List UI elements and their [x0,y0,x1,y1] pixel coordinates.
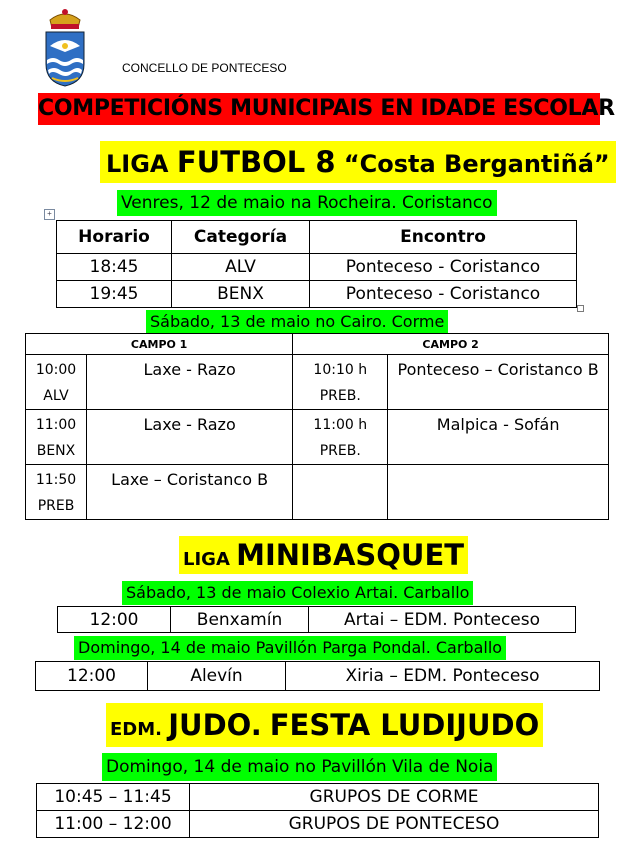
futbol-title [100,141,616,183]
cell-group: GRUPOS DE PONTECESO [190,811,599,838]
header-encontro: Encontro [310,221,577,254]
header-categoria: Categoría [172,221,310,254]
futbol-table-2 [25,333,609,520]
cell-match [388,465,609,520]
header-horario: Horario [57,221,172,254]
cell-group: GRUPOS DE CORME [190,784,599,811]
table-row [26,355,609,410]
page-title-banner: COMPETICIÓNS MUNICIPAIS EN IDADE ESCOLAR [38,93,600,125]
futbol-title-prefix: LIGA [106,150,177,178]
table-row [26,410,609,465]
cell-category: ALV [172,254,310,281]
cell-time: 11:00 – 12:00 [37,811,190,838]
cell-time-category [26,465,87,520]
cell-category: Benxamín [171,607,309,633]
table-row [37,811,599,838]
category: ALV [43,388,69,404]
table-row [57,254,577,281]
minibasquet-title [179,536,468,574]
table-row [57,281,577,308]
cell-time: 12:00 [58,607,171,633]
cell-match: Malpica - Sofán [388,410,609,465]
cell-time-category [293,465,388,520]
futbol-date-2: Sábado, 13 de maio no Cairo. Corme [146,310,448,334]
cell-match: Laxe - Razo [87,410,293,465]
category: PREB [37,498,75,514]
judo-title-dot: . [250,708,262,742]
category: PREB. [319,443,361,459]
futbol-table-1 [56,220,577,308]
cell-match: Ponteceso - Coristanco [310,281,577,308]
cell-time: 12:00 [36,662,148,691]
futbol-date-1: Venres, 12 de maio na Rocheira. Coristanco [117,190,497,216]
cell-match: Laxe - Razo [87,355,293,410]
minibasquet-title-main: MINIBASQUET [236,538,465,572]
council-name: CONCELLO DE PONTECESO [122,61,287,75]
time: 11:50 [35,472,77,488]
minibasquet-table-1 [57,606,576,633]
header-campo-1: CAMPO 1 [26,334,293,355]
cell-time-category [293,355,388,410]
table-row [58,607,576,633]
table-row [37,784,599,811]
header-campo-2: CAMPO 2 [293,334,609,355]
judo-title-main: JUDO [168,708,251,742]
table-row [26,465,609,520]
minibasquet-date-2: Domingo, 14 de maio Pavillón Parga Pondal. Carballo [74,636,506,660]
time: 10:10 h [313,362,368,378]
time: 11:00 h [313,417,368,433]
table-move-handle-icon[interactable]: + [44,209,55,220]
judo-date: Domingo, 14 de maio no Pavillón Vila de Noia [102,753,497,781]
judo-title [106,703,543,747]
cell-match: Ponteceso – Coristanco B [388,355,609,410]
futbol-title-main: FUTBOL 8 [176,145,336,179]
cell-match: Xiria – EDM. Ponteceso [286,662,600,691]
cell-category: Alevín [148,662,286,691]
cell-time-category [26,410,87,465]
minibasquet-table-2 [35,661,600,691]
table-row [36,662,600,691]
cell-match: Artai – EDM. Ponteceso [309,607,576,633]
judo-title-prefix: EDM. [110,719,169,740]
cell-time: 10:45 – 11:45 [37,784,190,811]
cell-match: Ponteceso - Coristanco [310,254,577,281]
minibasquet-date-1: Sábado, 13 de maio Colexio Artai. Carballo [122,581,473,605]
time: 11:00 [35,417,77,433]
cell-category: BENX [172,281,310,308]
cell-time-category [293,410,388,465]
time: 10:00 [35,362,77,378]
minibasquet-title-prefix: LIGA [183,549,237,570]
cell-time: 19:45 [57,281,172,308]
judo-table [36,783,599,838]
judo-title-fest: FESTA LUDIJUDO [269,708,540,742]
category: BENX [36,443,76,459]
cell-time-category [26,355,87,410]
coat-of-arms [40,6,90,88]
cell-match: Laxe – Coristanco B [87,465,293,520]
table-resize-handle[interactable] [577,305,584,312]
category: PREB. [319,388,361,404]
cell-time: 18:45 [57,254,172,281]
futbol-title-suffix: “Costa Bergantiñá” [335,150,610,178]
